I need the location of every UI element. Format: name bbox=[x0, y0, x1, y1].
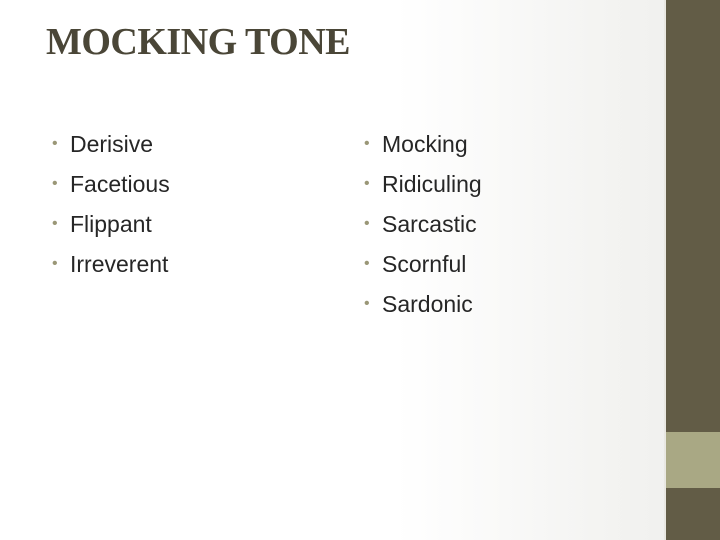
right-bullet-list bbox=[364, 124, 482, 324]
list-item bbox=[52, 244, 170, 284]
list-item bbox=[364, 164, 482, 204]
list-item-text: Irreverent bbox=[70, 251, 169, 277]
bullet-icon: • bbox=[52, 175, 58, 192]
list-item bbox=[52, 124, 170, 164]
bullet-icon: • bbox=[364, 215, 370, 232]
bullet-icon: • bbox=[364, 295, 370, 312]
bullet-icon: • bbox=[52, 135, 58, 152]
list-item-text: Mocking bbox=[382, 131, 468, 157]
list-item bbox=[364, 284, 482, 324]
list-item bbox=[364, 244, 482, 284]
bullet-icon: • bbox=[364, 135, 370, 152]
list-item-text: Flippant bbox=[70, 211, 152, 237]
bullet-icon: • bbox=[364, 175, 370, 192]
list-item bbox=[364, 124, 482, 164]
left-bullet-list bbox=[52, 124, 170, 284]
list-item-text: Sardonic bbox=[382, 291, 473, 317]
list-item bbox=[364, 204, 482, 244]
slide-title: MOCKING TONE bbox=[46, 21, 351, 63]
list-item-text: Facetious bbox=[70, 171, 170, 197]
list-item-text: Sarcastic bbox=[382, 211, 477, 237]
list-item bbox=[52, 164, 170, 204]
list-item-text: Scornful bbox=[382, 251, 467, 277]
bullet-icon: • bbox=[52, 215, 58, 232]
list-item-text: Ridiculing bbox=[382, 171, 482, 197]
decorative-sidebar-accent bbox=[666, 432, 720, 488]
bullet-icon: • bbox=[364, 255, 370, 272]
list-item bbox=[52, 204, 170, 244]
bullet-icon: • bbox=[52, 255, 58, 272]
list-item-text: Derisive bbox=[70, 131, 154, 157]
